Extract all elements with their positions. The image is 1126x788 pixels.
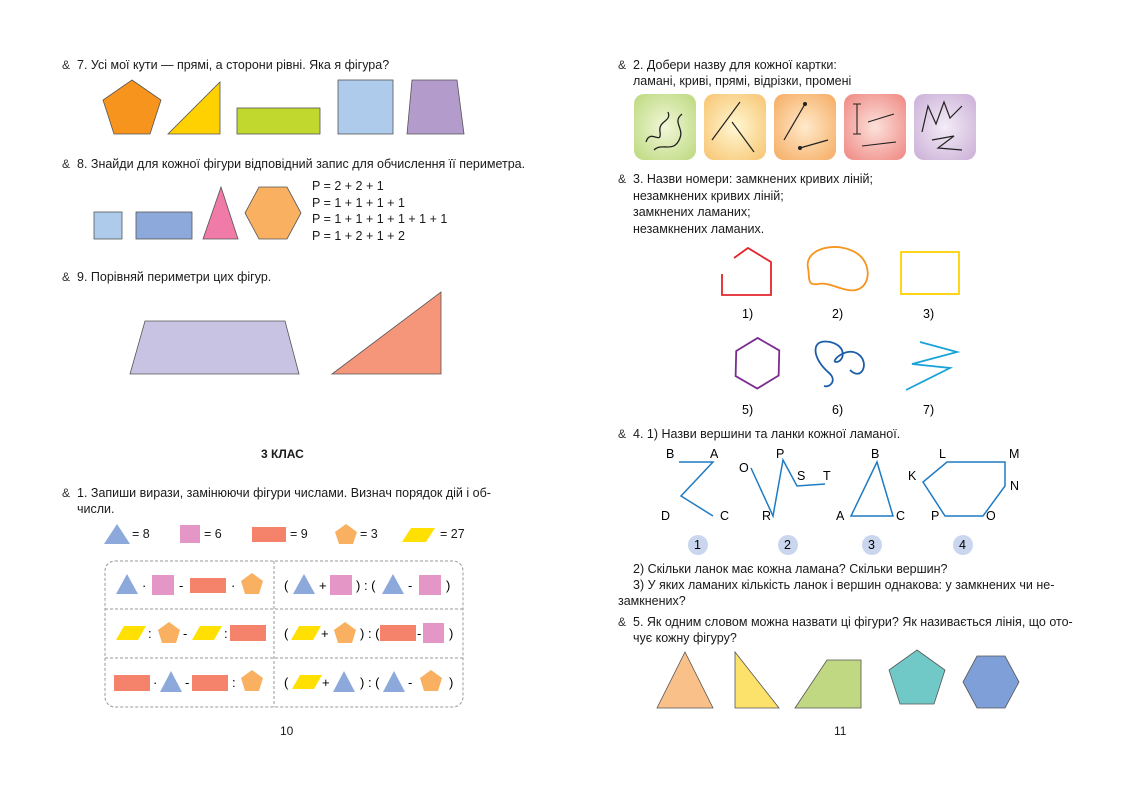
task3-figures — [712, 238, 972, 420]
formula-1: P = 2 + 2 + 1 — [312, 179, 384, 193]
svg-text:A: A — [710, 447, 719, 461]
svg-text:(: ( — [284, 626, 289, 641]
expression-row1-left — [116, 573, 263, 595]
task4-polylines — [655, 442, 1035, 558]
task9-text: 9. Порівняй периметри цих фігур. — [77, 270, 272, 284]
bullet-icon: & — [62, 157, 71, 171]
svg-text:): ) — [449, 626, 454, 641]
svg-text:2: 2 — [784, 538, 791, 552]
svg-text::: : — [148, 626, 152, 641]
expression-row2-left — [116, 622, 266, 643]
green-trapezoid-shape — [795, 660, 861, 708]
perimeter-formulas — [312, 178, 447, 244]
svg-text:) : (: ) : ( — [360, 626, 380, 641]
legend-value-parallelogram: = 27 — [440, 527, 465, 541]
expression-row3-left — [114, 670, 263, 692]
task7-text: 7. Усі мої кути — прямі, а сторони рівні. Яка я фігура? — [77, 58, 390, 72]
svg-text:4: 4 — [959, 538, 966, 552]
peach-triangle-shape — [657, 652, 713, 708]
task9-shapes — [125, 288, 450, 380]
polyline-3 — [836, 447, 905, 523]
figure-3-rectangle — [901, 252, 959, 294]
task3-line4: незамкнених ламаних. — [633, 221, 765, 236]
card-segments — [844, 94, 906, 160]
svg-text:P: P — [776, 447, 785, 461]
figure-label-5: 5) — [742, 403, 754, 417]
polyline-4 — [908, 447, 1019, 523]
square-shape — [338, 80, 393, 134]
svg-text:R: R — [762, 509, 772, 523]
card-curves — [634, 94, 696, 160]
figure-label-1: 1) — [742, 307, 754, 321]
salmon-triangle-shape — [332, 292, 441, 374]
svg-text:): ) — [449, 675, 454, 690]
task5-text-line2: чує кожну фігуру? — [633, 631, 737, 645]
svg-text:O: O — [986, 509, 996, 523]
figure-label-7: 7) — [923, 403, 935, 417]
page-number-left: 10 — [280, 724, 294, 738]
svg-text:M: M — [1009, 447, 1020, 461]
bullet-icon: & — [618, 427, 627, 441]
svg-text:B: B — [666, 447, 675, 461]
svg-text:-: - — [417, 626, 422, 641]
task3-line2: незамкнених кривих ліній; — [633, 188, 784, 203]
legend-pentagon-icon — [335, 524, 357, 544]
svg-text:P: P — [931, 509, 940, 523]
hexagon-shape — [245, 187, 301, 239]
svg-text:O: O — [739, 461, 749, 475]
bullet-icon: & — [618, 58, 627, 72]
blue-rectangle-shape — [136, 212, 192, 239]
polyline-numbers — [688, 535, 973, 555]
task4-question2: 2) Скільки ланок має кожна ламана? Скільки вершин? — [633, 562, 948, 576]
expression-row3-right — [284, 670, 453, 692]
bullet-icon: & — [618, 615, 627, 629]
svg-text:+: + — [319, 578, 327, 593]
legend-square-icon — [180, 525, 200, 543]
svg-text:N: N — [1010, 479, 1020, 493]
expressions-table — [104, 560, 466, 712]
svg-text:L: L — [939, 447, 946, 461]
figure-1-open-polyline — [722, 248, 771, 295]
bullet-icon: & — [62, 58, 71, 72]
svg-text::: : — [224, 626, 228, 641]
task2-text-line2: ламані, криві, прямі, відрізки, промені — [633, 74, 852, 88]
task4-question3-line1: 3) У яких ламаних кількість ланок і вершин однакова: у замкнених чи не- — [633, 578, 1055, 592]
rectangle-shape — [237, 108, 320, 134]
svg-text:·: · — [142, 578, 147, 593]
svg-text:): ) — [446, 578, 451, 593]
figure-label-2: 2) — [832, 307, 844, 321]
teal-pentagon-shape — [889, 650, 945, 704]
task7-shapes — [100, 78, 470, 140]
svg-text:-: - — [408, 675, 413, 690]
figure-label-6: 6) — [832, 403, 844, 417]
trapezoid-shape — [407, 80, 464, 134]
task3-line3: замкнених ламаних; — [633, 205, 751, 220]
svg-text:D: D — [661, 509, 671, 523]
formula-4: P = 1 + 2 + 1 + 2 — [312, 228, 405, 243]
figure-7-zigzag — [906, 342, 957, 390]
bullet-icon: & — [62, 270, 71, 284]
svg-text:(: ( — [284, 578, 289, 593]
svg-text:·: · — [153, 675, 158, 690]
task4-question3-line2: замкнених? — [618, 594, 686, 608]
yellow-triangle-shape — [735, 652, 779, 708]
bullet-icon: & — [62, 486, 71, 500]
svg-text:A: A — [836, 509, 845, 523]
figure-5-hexagon — [725, 332, 789, 395]
figure-6-open-curve — [816, 341, 864, 386]
svg-text:1: 1 — [694, 538, 701, 552]
legend-value-square: = 6 — [204, 527, 222, 541]
svg-text:) : (: ) : ( — [356, 578, 376, 593]
task2-text-line1: 2. Добери назву для кожної картки: — [633, 58, 837, 72]
svg-text:3: 3 — [868, 538, 875, 552]
svg-text:+: + — [321, 626, 329, 641]
task3-line1: 3. Назви номери: замкнених кривих ліній; — [633, 172, 874, 186]
legend-rectangle-icon — [252, 527, 286, 542]
lavender-trapezoid-shape — [130, 321, 299, 374]
card-polylines — [914, 94, 976, 160]
svg-text:(: ( — [284, 675, 289, 690]
figure-2-closed-curve — [808, 247, 868, 290]
expression-row1-right — [284, 574, 450, 595]
legend-value-rectangle: = 9 — [290, 527, 308, 541]
svg-text:-: - — [183, 626, 188, 641]
small-square-shape — [94, 212, 122, 239]
task8-text: 8. Знайди для кожної фігури відповідний запис для обчислення її периметра. — [77, 157, 526, 171]
pink-triangle-shape — [203, 187, 238, 239]
task2-cards — [632, 92, 977, 162]
expression-row2-right — [284, 622, 453, 643]
legend-triangle-icon — [104, 524, 130, 544]
svg-text:B: B — [871, 447, 880, 461]
pentagon-shape — [103, 80, 161, 134]
task8-shapes — [90, 185, 310, 245]
svg-text:) : (: ) : ( — [360, 675, 380, 690]
svg-text:C: C — [896, 509, 906, 523]
polyline-1 — [661, 447, 729, 523]
figure-label-3: 3) — [923, 307, 935, 321]
svg-text:+: + — [322, 675, 330, 690]
svg-text:S: S — [797, 469, 806, 483]
svg-text::: : — [232, 675, 236, 690]
formula-3: P = 1 + 1 + 1 + 1 + 1 + 1 — [312, 212, 448, 226]
svg-text:C: C — [720, 509, 730, 523]
task1-text-line1: 1. Запиши вирази, замінюючи фігури числами. Визнач порядок дій і об- — [77, 486, 491, 500]
svg-text:K: K — [908, 469, 917, 483]
task1-text-line2: числи. — [77, 502, 115, 516]
grade-heading: 3 КЛАС — [261, 447, 304, 461]
polyline-2 — [739, 447, 831, 523]
task5-text-line1: 5. Як одним словом можна назвати ці фігури? Як називається лінія, що ото- — [633, 615, 1073, 629]
bullet-icon: & — [618, 172, 627, 186]
svg-text:·: · — [231, 578, 236, 593]
triangle-shape — [168, 82, 220, 134]
svg-text:T: T — [823, 469, 831, 483]
legend-value-triangle: = 8 — [132, 527, 150, 541]
formula-2: P = 1 + 1 + 1 + 1 — [312, 195, 405, 210]
page-number-right: 11 — [834, 724, 847, 738]
task3-text — [633, 171, 873, 237]
svg-text:-: - — [185, 675, 190, 690]
card-straight-lines — [704, 94, 766, 160]
card-rays — [774, 94, 836, 160]
legend-parallelogram-icon — [402, 528, 435, 542]
blue-hexagon-shape — [963, 656, 1019, 708]
svg-text:-: - — [179, 578, 184, 593]
task5-shapes — [655, 648, 1025, 712]
task4-text: 4. 1) Назви вершини та ланки кожної ламаної. — [633, 427, 901, 441]
legend-value-pentagon: = 3 — [360, 527, 378, 541]
svg-text:-: - — [408, 578, 413, 593]
